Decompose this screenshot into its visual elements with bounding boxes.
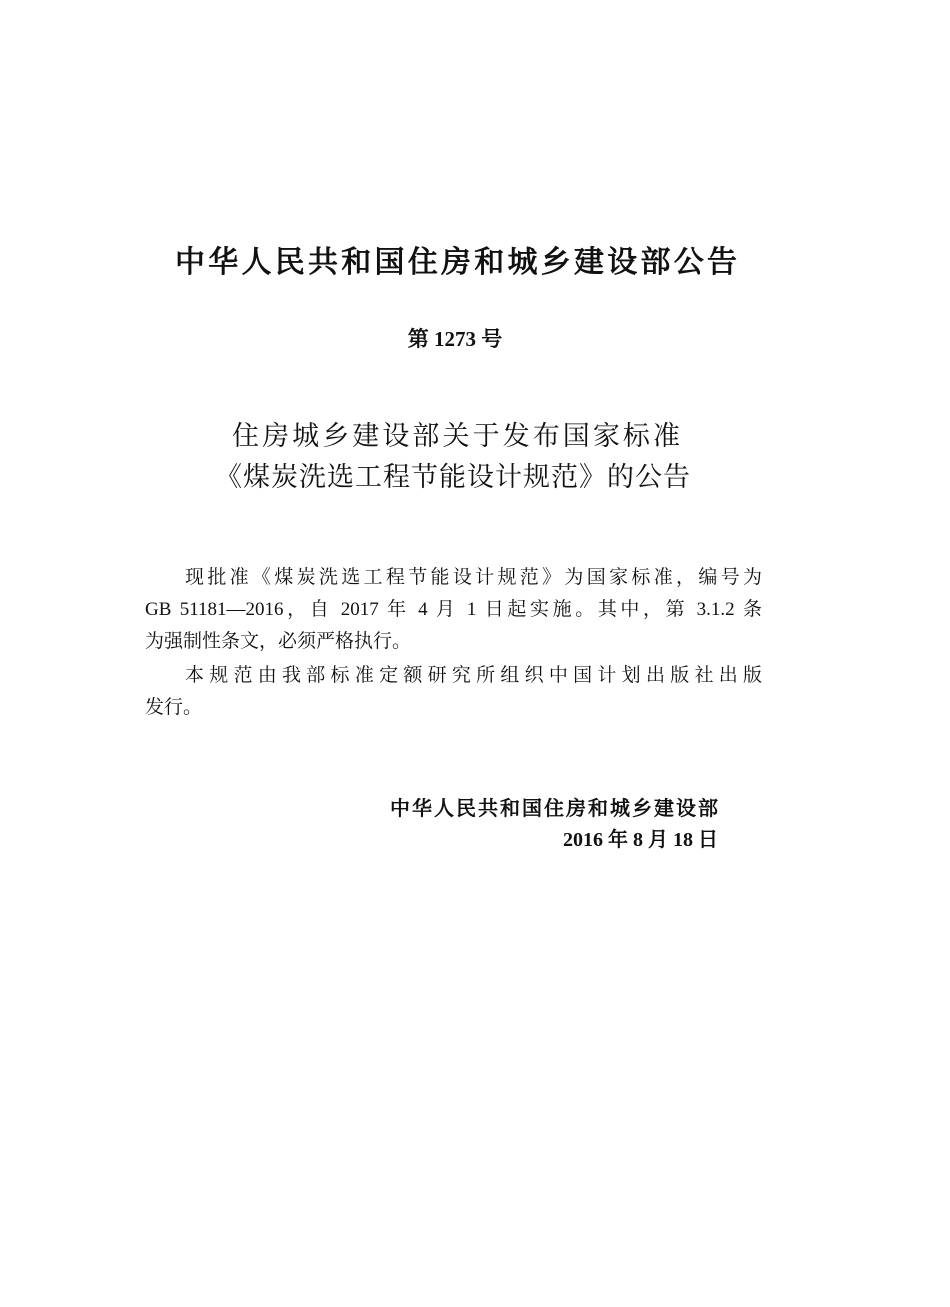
paragraph-line: 现批准《煤炭洗选工程节能设计规范》为国家标准，编号为 [185, 567, 762, 588]
paragraph-line: 为强制性条文，必须严格执行。 [145, 631, 412, 652]
announcement-title: 中华人民共和国住房和城乡建设部公告 [175, 245, 737, 280]
issue-date: 2016 年 8 月 18 日 [563, 829, 718, 851]
announcement-number: 第 1273 号 [407, 327, 503, 351]
paragraph-line: 发行。 [145, 697, 203, 718]
paragraph-line: GB 51181—2016，自 2017 年 4 月 1 日起实施。其中，第 3.1.2 条 [145, 599, 762, 620]
subject-line: 住房城乡建设部关于发布国家标准 [232, 421, 680, 451]
issuer-name: 中华人民共和国住房和城乡建设部 [390, 796, 718, 820]
subject-line: 《煤炭洗选工程节能设计规范》的公告 [215, 462, 690, 492]
paragraph-line: 本规范由我部标准定额研究所组织中国计划出版社出版 [185, 665, 762, 686]
